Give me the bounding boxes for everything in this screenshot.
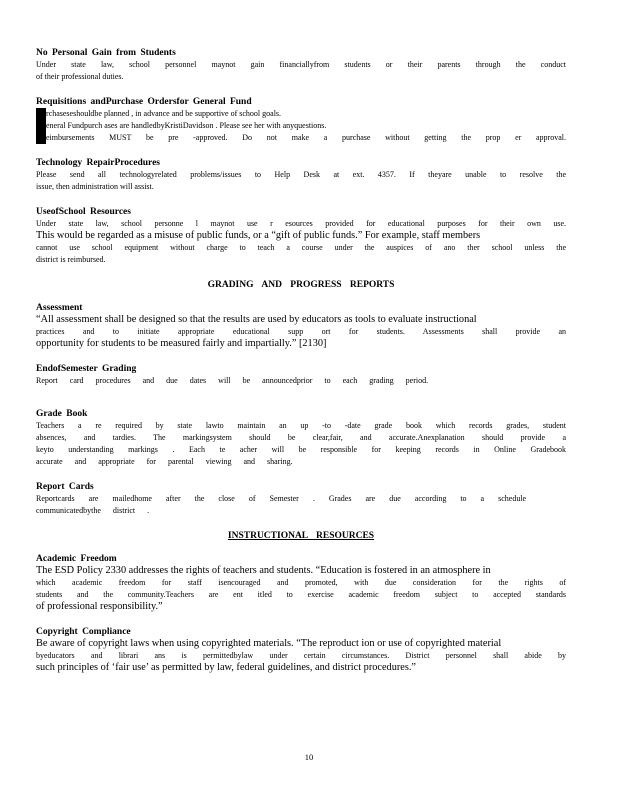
body-line: communicatedbythe district . xyxy=(36,506,150,515)
body-line: Reportcards are mailedhome after the close of Semester . Grades are due according to a schedule xyxy=(36,494,527,503)
section-title-instructional: INSTRUCTIONAL RESOURCES xyxy=(227,531,375,541)
body-line: cannot use school equipment without charge to teach a course under the auspices of ano ther school unless the xyxy=(36,243,566,252)
section-grade-book xyxy=(36,409,566,468)
body-line: eimbursements MUST be pre -approved. Do not make a purchase without getting the prop er approval. xyxy=(46,133,566,142)
section-title-grading: GRADING AND PROGRESS REPORTS xyxy=(207,280,395,290)
section-academic-freedom xyxy=(36,554,566,613)
quoted-line: opportunity for students to be measured fairly and impartially.” [2130] xyxy=(36,338,327,349)
body-line: which academic freedom for staff isencouraged and promoted, with due consideration for the rights of xyxy=(36,578,566,587)
document-page xyxy=(36,48,566,688)
heading-end-of-semester: EndofSemester Grading xyxy=(36,364,137,374)
body-line: students and the community.Teachers are ent itled to exercise academic freedom subject to accepted standards xyxy=(36,590,566,599)
section-copyright xyxy=(36,627,566,674)
body-line: Teachers a re required by state lawto maintain an up -to -date grade book which records grades, student xyxy=(36,421,566,430)
redaction-block xyxy=(36,120,46,132)
body-line: Under state law, school personne l maynot use r esources provided for educational purposes for their own use. xyxy=(36,219,566,228)
section-technology xyxy=(36,158,566,193)
body-line: accurate and appropriate for parental viewing and sharing. xyxy=(36,457,293,466)
heading-grade-book: Grade Book xyxy=(36,409,88,419)
redaction-block xyxy=(36,132,46,144)
quoted-line: Be aware of copyright laws when using copyrighted materials. “The reproduct ion or use of copyrighted material xyxy=(36,638,502,649)
section-requisitions xyxy=(36,97,566,144)
quoted-line: The ESD Policy 2330 addresses the rights of teachers and students. “Education is fostered in an atmosphere in xyxy=(36,565,491,576)
heading-use-of-school-resources: UseofSchool Resources xyxy=(36,207,131,217)
quoted-line: such principles of ‘fair use’ as permitted by law, federal guidelines, and district procedures.” xyxy=(36,662,416,673)
body-line: byeducators and librari ans is permittedbylaw under certain circumstances. District personnel shall abide by xyxy=(36,651,566,660)
quoted-line: This would be regarded as a misuse of public funds, or a “gift of public funds.” For example, staff members xyxy=(36,230,481,241)
body-line: of their professional duties. xyxy=(36,72,124,81)
redacted-line xyxy=(36,108,566,120)
redacted-line xyxy=(36,120,566,132)
heading-no-personal-gain: No Personal Gain from Students xyxy=(36,48,176,58)
quoted-line: “All assessment shall be designed so that the results are used by educators as tools to evaluate instructional xyxy=(36,314,477,325)
body-line: issue, then administration will assist. xyxy=(36,182,154,191)
body-line: Please send all technologyrelated problems/issues to Help Desk at ext. 4357. If theyare unable to resolve the xyxy=(36,170,566,179)
body-line: absences, and tardies. The markingsystem should be clear,fair, and accurate.Anexplanation should provide a xyxy=(36,433,566,442)
heading-requisitions: Requisitions andPurchase Ordersfor General Fund xyxy=(36,97,252,107)
section-assessment xyxy=(36,303,566,350)
body-line: eneral Fundpurch ases are handledbyKristiDavidson . Please see her with anyquestions. xyxy=(46,121,327,130)
body-line: Report card procedures and due dates will be announcedprior to each grading period. xyxy=(36,376,429,385)
heading-technology: Technology RepairProcedures xyxy=(36,158,161,168)
quoted-line: of professional responsibility.” xyxy=(36,601,163,612)
section-use-of-school-resources xyxy=(36,207,566,266)
page-number: 10 xyxy=(304,752,314,762)
heading-report-cards: Report Cards xyxy=(36,482,94,492)
heading-assessment: Assessment xyxy=(36,303,83,313)
body-line: keyto understanding markings . Each te acher will be responsible for keeping records in Online Gradebook xyxy=(36,445,566,454)
section-no-personal-gain xyxy=(36,48,566,83)
section-report-cards xyxy=(36,482,566,517)
body-line: rchaseseshouldbe planned , in advance and be supportive of school goals. xyxy=(46,109,282,118)
section-end-of-semester xyxy=(36,364,566,387)
redacted-line xyxy=(36,132,566,144)
body-line: practices and to initiate appropriate educational supp ort for students. Assessments shall provide an xyxy=(36,327,566,336)
body-line: district is reimbursed. xyxy=(36,255,106,264)
body-line: Under state law, school personnel maynot gain financiallyfrom students or their parents through the conduct xyxy=(36,60,566,69)
redaction-block xyxy=(36,108,46,120)
heading-copyright: Copyright Compliance xyxy=(36,627,131,637)
heading-academic-freedom: Academic Freedom xyxy=(36,554,117,564)
